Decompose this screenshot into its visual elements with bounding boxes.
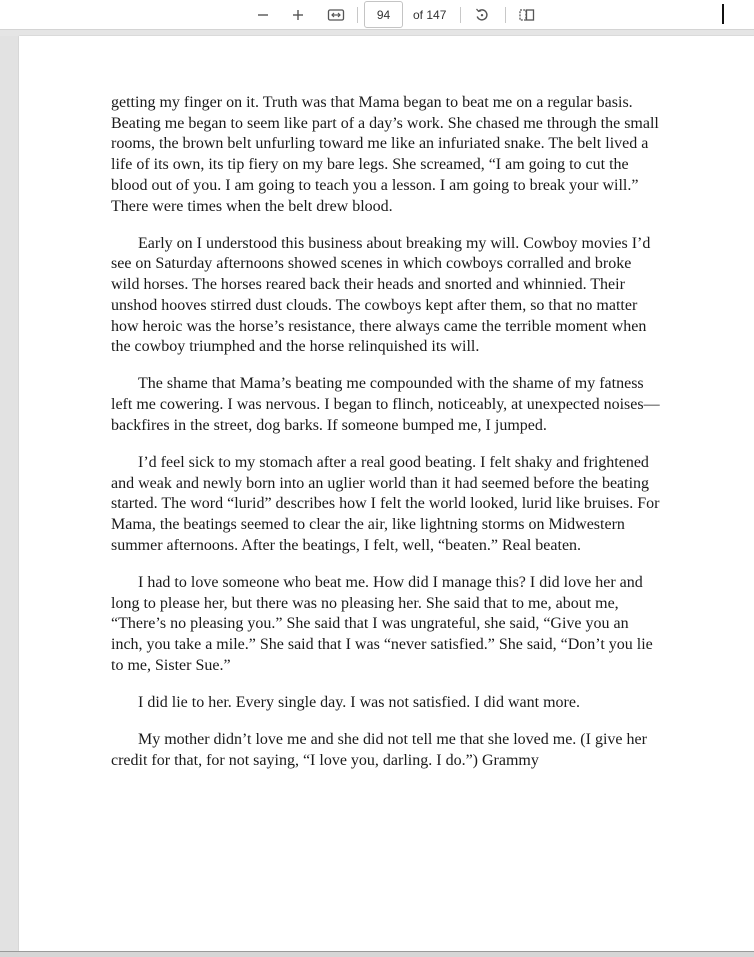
page-view-mode-button[interactable] [515, 3, 539, 27]
toolbar-divider [460, 7, 461, 23]
paragraph: getting my finger on it. Truth was that Mama began to beat me on a regular basis. Beating me began to seem like part of a day’s work. She chased me through the small rooms, the brown belt unfurling toward me like an infuriated snake. The belt lived a life of its own, its tip fiery on my bare legs. She screamed, “I am going to cut the blood out of you. I am going to teach you a lesson. I am going to break your will.” There were times when the belt drew blood. [111, 94, 659, 215]
toolbar-divider [357, 7, 358, 23]
page-total-label: of 147 [413, 8, 447, 22]
rotate-icon [474, 7, 490, 23]
paragraph: I did lie to her. Every single day. I was not satisfied. I did want more. [138, 694, 580, 712]
viewer-toolbar [0, 0, 754, 30]
plus-icon [291, 8, 305, 22]
fit-width-button[interactable] [324, 3, 348, 27]
paragraph: I’d feel sick to my stomach after a real good beating. I felt shaky and frightened and weak and newly born into an uglier world than it had seemed before the beating started. The word “lurid” describes how I felt the world looked, lurid like bruises. For Mama, the beatings seemed to clear the air, like lightning storms on Midwestern summer afternoons. After the beatings, I felt, well, “beaten.” Real beaten. [111, 454, 660, 554]
minus-icon [256, 8, 270, 22]
text-cursor-icon [722, 4, 724, 24]
zoom-in-button[interactable] [286, 3, 310, 27]
rotate-button[interactable] [470, 3, 494, 27]
zoom-out-button[interactable] [251, 3, 275, 27]
two-page-view-icon [518, 8, 536, 22]
bottom-scroll-strip [0, 951, 754, 957]
document-page [19, 36, 754, 951]
paragraph: I had to love someone who beat me. How did I manage this? I did love her and long to please her, but there was no pleasing her. She said that to me, about me, “There’s no pleasing you.” She said that I was ungrateful, she said, “Give you an inch, you take a mile.” She said that I was “never satisfied.” She said, “Don’t you lie to me, Sister Sue.” [111, 574, 653, 674]
fit-width-icon [327, 8, 345, 22]
toolbar-divider [505, 7, 506, 23]
page-number-input[interactable] [364, 1, 403, 28]
paragraph: My mother didn’t love me and she did not tell me that she loved me. (I give her credit for that, for not saying, “I love you, darling. I do.”) Grammy [111, 731, 647, 769]
page-text [111, 93, 663, 788]
paragraph: The shame that Mama’s beating me compounded with the shame of my fatness left me cowering. I was nervous. I began to flinch, noticeably, at unexpected noises—backfires in the street, dog barks. If someone bumped me, I jumped. [111, 375, 660, 434]
paragraph: Early on I understood this business about breaking my will. Cowboy movies I’d see on Saturday afternoons showed scenes in which cowboys corralled and broke wild horses. The horses reared back their heads and snorted and whinnied. Their unshod hooves stirred dust clouds. The cowboys kept after them, so that no matter how heroic was the horse’s resistance, there always came the terrible moment when the cowboy triumphed and the horse relinquished its will. [111, 234, 651, 356]
viewer-sidebar-gutter [0, 36, 19, 951]
